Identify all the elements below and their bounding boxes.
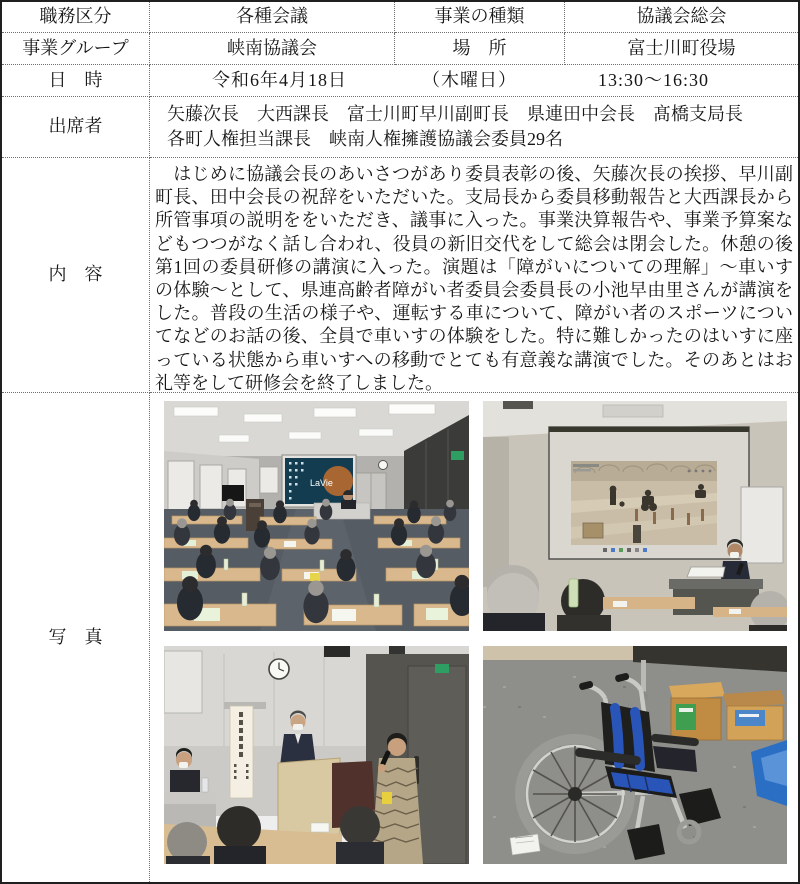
content-cell: [150, 158, 798, 393]
photo-wheelchair: [483, 646, 787, 864]
yellow-folder: [382, 792, 392, 804]
job-category-value: 各種会議: [150, 2, 395, 33]
podium: [278, 758, 340, 838]
yellow-bag: [310, 573, 320, 581]
screen-brand-text: LaVie: [310, 478, 333, 488]
projection-screen: [549, 427, 749, 559]
business-group-value: 峡南協議会: [150, 33, 395, 65]
ceiling-monitor: [324, 646, 350, 657]
photo-lecture-speakers: [164, 646, 469, 864]
name-card: [311, 823, 329, 832]
business-group-label: 事業グループ: [2, 33, 150, 65]
video-frame: [571, 461, 717, 552]
exit-sign: [451, 451, 464, 460]
weekday-value: （木曜日）: [422, 69, 517, 90]
attendees-line-1: 矢藤次長 大西課長 富士川町早川副町長 県連田中会長 髙橋支局長: [167, 103, 743, 124]
bottle: [569, 579, 578, 607]
laptop: [687, 567, 725, 577]
place-label: 場 所: [395, 33, 565, 65]
ceiling-vent: [603, 405, 663, 417]
photo-meeting-room-rear-view: [164, 401, 469, 631]
job-category-label: 職務区分: [2, 2, 150, 33]
photo-projection-screen-video: [483, 401, 787, 631]
bottle: [202, 778, 208, 792]
wall-strip: [483, 646, 633, 660]
whiteboard: [164, 651, 202, 713]
whiteboard: [260, 467, 278, 493]
place-value: 富士川町役場: [565, 33, 798, 65]
attendees-line-2: 各町人権担当課長 峡南人権擁護協議会委員29名: [167, 128, 563, 149]
attendees-label: 出席者: [2, 97, 150, 158]
cart-box: [583, 523, 603, 538]
whiteboard: [741, 487, 783, 563]
business-type-value: 協議会総会: [565, 2, 798, 33]
content-text: はじめに協議会長のあいさつがあり委員表彰の後、矢藤次長の挨拶、早川副町長、田中会長の祝辞をいただいた。支局長から委員移動報告と大西課長から所管事項の説明ををいただき、議事に入った。事業決算報告や、事業予算案などもつつがなく話し合われ、役員の新旧交代をして総会は閉会した。休憩の後第1回の委員研修の講演に入った。演題は「障がいについての理解」～車いすの体験～として、県連高齢者障がい者委員会委員長の小池早由里さんが講演をした。普段の生活の様子や、運転する車について、障がい者のスポーツについてなどのお話の後、全員で車いすの体験をした。特に難しかったのはいすに座っている状態から車いすへの移動でとても有意義な講演でした。そのあとはお礼等をして研修会を終了しました。: [155, 164, 793, 393]
attendees-value: [150, 97, 798, 158]
side-guard: [653, 746, 697, 772]
photos-label: 写 真: [2, 393, 150, 882]
exit-sign: [435, 664, 449, 673]
tv-monitor: [222, 485, 244, 501]
time-value: 13:30～16:30: [598, 69, 710, 90]
date-value: 令和6年4月18日: [212, 69, 347, 90]
wall-clock: [379, 461, 388, 470]
paper-tag: [510, 834, 540, 855]
datetime-label: 日 時: [2, 65, 150, 97]
business-type-label: 事業の種類: [395, 2, 565, 33]
walker: [633, 525, 641, 543]
content-label: 内 容: [2, 158, 150, 393]
photos-cell: [150, 393, 798, 882]
datetime-value: [150, 65, 798, 97]
wall-clock: [269, 659, 289, 679]
